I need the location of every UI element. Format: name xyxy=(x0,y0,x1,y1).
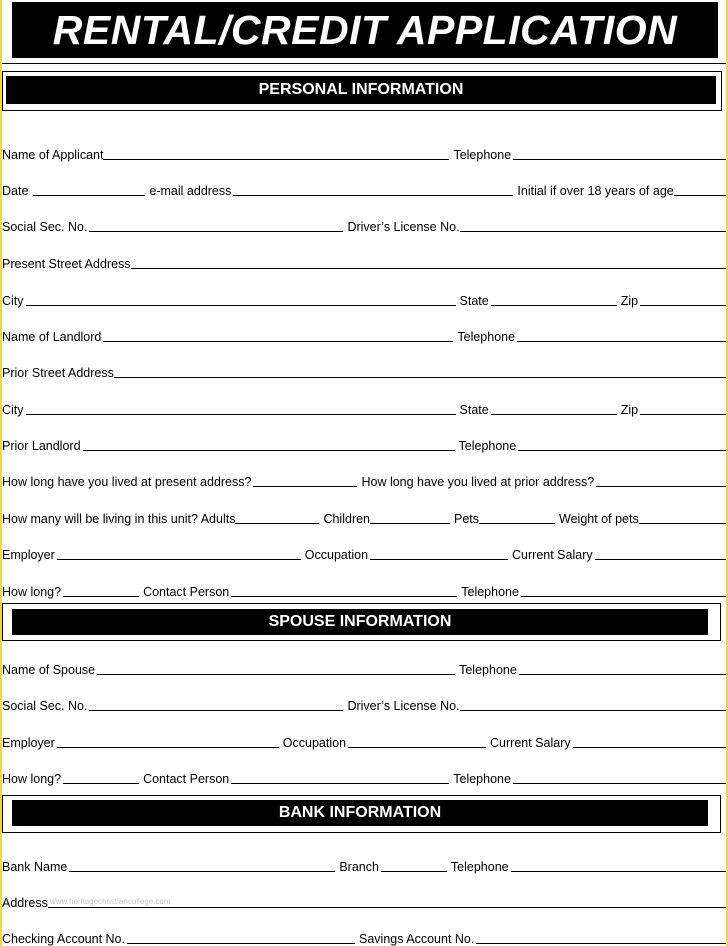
how-long-present-field[interactable] xyxy=(253,486,357,487)
spouse-employer-telephone-field[interactable] xyxy=(513,783,726,784)
occupation-field[interactable] xyxy=(370,559,508,560)
label-employer: Employer xyxy=(2,736,55,750)
row-how-long-address xyxy=(2,472,726,490)
employer-field[interactable] xyxy=(57,559,301,560)
label-telephone: Telephone xyxy=(458,439,517,453)
state-field[interactable] xyxy=(491,305,617,306)
label-occupation: Occupation xyxy=(282,736,347,750)
label-telephone: Telephone xyxy=(457,330,516,344)
label-bank-name: Bank Name xyxy=(2,860,68,874)
personal-section-header: PERSONAL INFORMATION xyxy=(6,76,716,104)
label-name-applicant: Name of Applicant xyxy=(2,148,104,162)
label-drivers-license: Driver’s License No. xyxy=(347,699,460,713)
spouse-ssn-field[interactable] xyxy=(89,710,343,711)
label-name-spouse: Name of Spouse xyxy=(2,663,96,677)
bank-telephone-field[interactable] xyxy=(511,871,726,872)
spouse-drivers-license-field[interactable] xyxy=(460,710,726,711)
label-state: State xyxy=(459,294,489,308)
prior-landlord-field[interactable] xyxy=(83,450,455,451)
row-accounts xyxy=(2,929,726,946)
label-city: City xyxy=(2,294,24,308)
initial-18-field[interactable] xyxy=(674,195,726,196)
label-how-long-prior: How long have you lived at prior address? xyxy=(361,475,595,489)
label-pets: Pets xyxy=(454,512,480,526)
divider xyxy=(2,63,726,64)
row-spouse-name xyxy=(2,660,726,678)
spouse-employer-field[interactable] xyxy=(57,747,279,748)
current-salary-field[interactable] xyxy=(595,559,726,560)
label-how-long-present: How long have you lived at present address? xyxy=(2,475,252,489)
how-long-field[interactable] xyxy=(63,596,139,597)
form-title: RENTAL/CREDIT APPLICATION xyxy=(12,2,718,58)
row-applicant xyxy=(2,145,726,163)
label-contact-person: Contact Person xyxy=(143,772,230,786)
email-field[interactable] xyxy=(233,195,513,196)
row-spouse-how-long xyxy=(2,769,726,787)
row-prior-landlord xyxy=(2,436,726,454)
label-ssn: Social Sec. No. xyxy=(2,220,88,234)
row-bank-name xyxy=(2,857,726,875)
label-date: Date xyxy=(2,184,29,198)
drivers-license-field[interactable] xyxy=(460,231,726,232)
row-present-street xyxy=(2,254,726,272)
label-prior-landlord: Prior Landlord xyxy=(2,439,81,453)
row-ssn xyxy=(2,217,726,235)
row-prior-street xyxy=(2,363,726,381)
row-occupants xyxy=(2,509,726,527)
present-street-field[interactable] xyxy=(131,268,726,269)
landlord-telephone-field[interactable] xyxy=(517,341,726,342)
label-weight-pets: Weight of pets xyxy=(559,512,639,526)
watermark-text: www.heritagechristiancollege.com xyxy=(50,897,171,906)
label-telephone: Telephone xyxy=(453,772,511,786)
row-city xyxy=(2,291,726,309)
ssn-field[interactable] xyxy=(89,231,343,232)
savings-field[interactable] xyxy=(476,943,726,944)
label-drivers-license: Driver’s License No. xyxy=(347,220,460,234)
spouse-contact-person-field[interactable] xyxy=(231,783,449,784)
row-employer xyxy=(2,545,726,563)
zip-field[interactable] xyxy=(640,305,726,306)
label-prior-street: Prior Street Address xyxy=(2,366,114,380)
label-employer: Employer xyxy=(2,548,55,562)
name-applicant-field[interactable] xyxy=(103,159,449,160)
weight-pets-field[interactable] xyxy=(639,523,726,524)
label-ssn: Social Sec. No. xyxy=(2,699,88,713)
branch-field[interactable] xyxy=(381,871,447,872)
telephone-field[interactable] xyxy=(513,159,726,160)
adults-field[interactable] xyxy=(235,523,319,524)
prior-street-field[interactable] xyxy=(114,377,726,378)
label-occupation: Occupation xyxy=(304,548,369,562)
spouse-how-long-field[interactable] xyxy=(63,783,139,784)
row-how-long-job xyxy=(2,582,726,600)
label-city: City xyxy=(2,403,24,417)
label-zip: Zip xyxy=(620,294,639,308)
label-address: Address xyxy=(2,896,48,910)
bank-name-field[interactable] xyxy=(69,871,335,872)
prior-landlord-telephone-field[interactable] xyxy=(518,450,726,451)
row-landlord xyxy=(2,327,726,345)
label-telephone: Telephone xyxy=(450,860,509,874)
spouse-section-header: SPOUSE INFORMATION xyxy=(12,609,708,635)
label-savings: Savings Account No. xyxy=(359,932,475,946)
label-present-street: Present Street Address xyxy=(2,257,131,271)
label-how-many: How many will be living in this unit? Adults xyxy=(2,512,236,526)
label-email: e-mail address xyxy=(149,184,232,198)
label-telephone: Telephone xyxy=(459,663,517,677)
prior-state-field[interactable] xyxy=(491,414,617,415)
how-long-prior-field[interactable] xyxy=(596,486,726,487)
pets-field[interactable] xyxy=(479,523,555,524)
label-branch: Branch xyxy=(339,860,379,874)
label-current-salary: Current Salary xyxy=(490,736,571,750)
spouse-current-salary-field[interactable] xyxy=(573,747,726,748)
label-children: Children xyxy=(323,512,371,526)
label-checking: Checking Account No. xyxy=(2,932,125,946)
label-name-landlord: Name of Landlord xyxy=(2,330,102,344)
contact-person-field[interactable] xyxy=(231,596,457,597)
label-how-long: How long? xyxy=(2,585,62,599)
prior-city-field[interactable] xyxy=(26,414,456,415)
application-form xyxy=(2,0,726,946)
bank-section-header: BANK INFORMATION xyxy=(12,800,708,826)
label-zip: Zip xyxy=(620,403,639,417)
row-date xyxy=(2,181,726,199)
employer-telephone-field[interactable] xyxy=(521,596,726,597)
label-initial-18: Initial if over 18 years of age xyxy=(517,184,674,198)
prior-zip-field[interactable] xyxy=(640,414,726,415)
spouse-name-field[interactable] xyxy=(97,674,455,675)
row-spouse-employer xyxy=(2,733,726,751)
date-field[interactable] xyxy=(33,195,145,196)
label-telephone: Telephone xyxy=(461,585,519,599)
label-how-long: How long? xyxy=(2,772,62,786)
children-field[interactable] xyxy=(370,523,450,524)
label-state: State xyxy=(459,403,489,417)
label-telephone: Telephone xyxy=(453,148,512,162)
row-spouse-ssn xyxy=(2,696,726,714)
spouse-telephone-field[interactable] xyxy=(519,674,726,675)
label-contact-person: Contact Person xyxy=(143,585,230,599)
spouse-occupation-field[interactable] xyxy=(348,747,486,748)
checking-field[interactable] xyxy=(127,943,355,944)
bank-address-field[interactable] xyxy=(48,907,726,908)
city-field[interactable] xyxy=(26,305,456,306)
row-prior-city xyxy=(2,400,726,418)
label-current-salary: Current Salary xyxy=(512,548,593,562)
name-landlord-field[interactable] xyxy=(103,341,453,342)
